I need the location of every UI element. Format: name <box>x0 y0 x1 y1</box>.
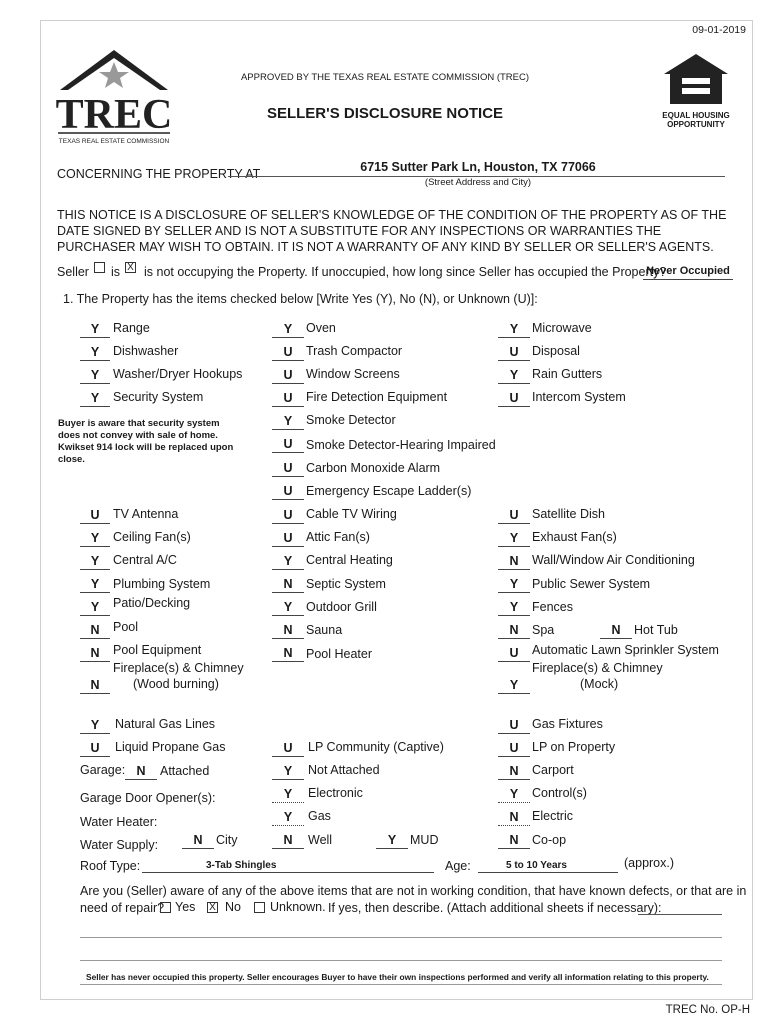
spa-value[interactable]: N <box>498 623 530 639</box>
supply-city-label: City <box>216 833 238 847</box>
opener-label: Garage Door Opener(s): <box>80 791 216 805</box>
central-ac-value[interactable]: Y <box>80 554 110 570</box>
spa-label: Spa <box>532 623 555 637</box>
smoke-detector-label: Smoke Detector <box>306 413 396 427</box>
carport-value[interactable]: N <box>498 764 530 780</box>
smoke-detector-value[interactable]: Y <box>272 414 304 430</box>
range-label: Range <box>113 321 150 335</box>
equal-housing-logo <box>662 52 730 128</box>
microwave-label: Microwave <box>532 321 592 335</box>
attic-fans-value[interactable]: U <box>272 531 304 547</box>
eho-line2: OPPORTUNITY <box>667 120 725 129</box>
outdoor-grill-label: Outdoor Grill <box>306 600 377 614</box>
repair-unknown-checkbox[interactable] <box>254 902 265 913</box>
septic-value[interactable]: N <box>272 577 304 593</box>
roof-age-value[interactable]: 5 to 10 Years <box>478 858 618 873</box>
garage-attached-label: Attached <box>160 764 210 778</box>
smoke-hearing-label: Smoke Detector-Hearing Impaired <box>306 438 496 452</box>
lp-property-label: LP on Property <box>532 740 616 754</box>
outdoor-grill-value[interactable]: Y <box>272 600 304 616</box>
trec-logo <box>56 44 172 148</box>
propane-label: Liquid Propane Gas <box>115 740 226 754</box>
ceiling-fans-label: Ceiling Fan(s) <box>113 530 191 544</box>
trash-compactor-label: Trash Compactor <box>306 344 403 358</box>
tv-antenna-value[interactable]: U <box>80 508 110 524</box>
tv-antenna-label: TV Antenna <box>113 507 179 521</box>
roof-type-label: Roof Type: <box>80 859 141 873</box>
footer-note: Seller has never occupied this property. Seller encourages Buyer to have their own inspections performed and verify all information relating to this property. <box>86 972 709 982</box>
pool-heater-label: Pool Heater <box>306 647 373 661</box>
opener-electronic-value[interactable]: Y <box>272 787 304 803</box>
trec-logo-subtitle: TEXAS REAL ESTATE COMMISSION <box>58 138 170 145</box>
supply-coop-label: Co-op <box>532 833 567 847</box>
propane-value[interactable]: U <box>80 741 110 757</box>
pool-label: Pool <box>113 620 139 634</box>
carbon-monoxide-value[interactable]: U <box>272 461 304 477</box>
dishwasher-label: Dishwasher <box>113 344 179 358</box>
natural-gas-value[interactable]: Y <box>80 718 110 734</box>
opener-control-value[interactable]: Y <box>498 787 530 803</box>
fireplace-mock-value[interactable]: Y <box>498 678 530 694</box>
describe-line-4[interactable] <box>80 984 722 985</box>
fireplace-mock-label1: Fireplace(s) & Chimney <box>532 661 663 675</box>
wall-ac-label: Wall/Window Air Conditioning <box>532 553 695 567</box>
cable-tv-label: Cable TV Wiring <box>306 507 397 521</box>
septic-label: Septic System <box>306 577 386 591</box>
plumbing-label: Plumbing System <box>113 577 211 591</box>
disposal-label: Disposal <box>532 344 580 358</box>
washer-dryer-value[interactable]: Y <box>80 368 110 384</box>
garage-attached-value[interactable]: N <box>125 764 157 780</box>
lp-community-label: LP Community (Captive) <box>308 740 444 754</box>
fire-detection-label: Fire Detection Equipment <box>306 390 448 404</box>
attic-fans-label: Attic Fan(s) <box>306 530 370 544</box>
occupancy-text: is not occupying the Property. If unoccupied, how long since Seller has occupied the Property? <box>144 265 667 279</box>
garage-not-attached-label: Not Attached <box>308 763 380 777</box>
repair-describe-label: If yes, then describe. (Attach additional sheets if necessary): <box>328 901 662 915</box>
opener-control-label: Control(s) <box>532 786 587 800</box>
section-1-heading: 1. The Property has the items checked below [Write Yes (Y), No (N), or Unknown (U)]: <box>63 292 538 306</box>
water-supply-label: Water Supply: <box>80 838 159 852</box>
lp-property-value[interactable]: U <box>498 741 530 757</box>
eho-line1: EQUAL HOUSING <box>662 111 730 120</box>
satellite-dish-label: Satellite Dish <box>532 507 605 521</box>
heater-electric-label: Electric <box>532 809 573 823</box>
carbon-monoxide-label: Carbon Monoxide Alarm <box>306 461 441 475</box>
repair-yes-checkbox[interactable] <box>160 902 171 913</box>
describe-line-1[interactable] <box>638 914 722 915</box>
form-number: TREC No. OP-H <box>665 1004 750 1016</box>
rain-gutters-label: Rain Gutters <box>532 367 603 381</box>
patio-value[interactable]: Y <box>80 600 110 616</box>
hot-tub-value[interactable]: N <box>600 623 632 639</box>
sauna-value[interactable]: N <box>272 623 304 639</box>
security-note: Buyer is aware that security system does not convey with sale of home. Kwikset 914 lock will be replaced upon close. <box>58 418 234 465</box>
window-screens-label: Window Screens <box>306 367 400 381</box>
fences-value[interactable]: Y <box>498 600 530 616</box>
heater-gas-value[interactable]: Y <box>272 810 304 826</box>
washer-dryer-label: Washer/Dryer Hookups <box>113 367 243 381</box>
range-value[interactable]: Y <box>80 322 110 338</box>
hot-tub-label: Hot Tub <box>634 623 678 637</box>
wall-ac-value[interactable]: N <box>498 554 530 570</box>
page-title: SELLER'S DISCLOSURE NOTICE <box>266 105 504 122</box>
central-ac-label: Central A/C <box>113 553 177 567</box>
ceiling-fans-value[interactable]: Y <box>80 531 110 547</box>
intercom-label: Intercom System <box>532 390 626 404</box>
fire-detection-value[interactable]: U <box>272 391 304 407</box>
fireplace-wood-label2: (Wood burning) <box>133 677 219 691</box>
supply-mud-value[interactable]: Y <box>376 833 408 849</box>
gas-fixtures-label: Gas Fixtures <box>532 717 603 731</box>
supply-mud-label: MUD <box>410 833 439 847</box>
fireplace-mock-label2: (Mock) <box>580 677 619 691</box>
security-system-label: Security System <box>113 390 204 404</box>
heater-electric-value[interactable]: N <box>498 810 530 826</box>
opener-electronic-label: Electronic <box>308 786 363 800</box>
rain-gutters-value[interactable]: Y <box>498 368 530 384</box>
supply-well-label: Well <box>308 833 333 847</box>
describe-line-3[interactable] <box>80 960 722 961</box>
roof-type-value[interactable]: 3-Tab Shingles <box>142 858 434 873</box>
property-address: 6715 Sutter Park Ln, Houston, TX 77066 <box>360 160 596 174</box>
sauna-label: Sauna <box>306 623 343 637</box>
repair-no-label: No <box>225 900 241 914</box>
public-sewer-label: Public Sewer System <box>532 577 651 591</box>
disclosure-notice: THIS NOTICE IS A DISCLOSURE OF SELLER'S KNOWLEDGE OF THE CONDITION OF THE PROPERTY AS OF THE DATE SIGNED BY SELLER AND IS NOT A SUBSTITUTE FOR ANY INSPECTIONS OR WARRANTIES THE PURCHASER MAY WISH TO OBTAIN. IT IS NOT A WARRANTY OF ANY KIND BY SELLER OR SELLER'S AGENTS. <box>57 208 727 254</box>
trash-compactor-value[interactable]: U <box>272 345 304 361</box>
microwave-value[interactable]: Y <box>498 322 530 338</box>
plumbing-value[interactable]: Y <box>80 577 110 593</box>
occupying-checkbox[interactable] <box>94 262 105 273</box>
window-screens-value[interactable]: U <box>272 368 304 384</box>
intercom-value[interactable]: U <box>498 391 530 407</box>
security-system-value[interactable]: Y <box>80 391 110 407</box>
is-label: is <box>111 265 121 279</box>
heater-gas-label: Gas <box>308 809 331 823</box>
satellite-dish-value[interactable]: U <box>498 508 530 524</box>
patio-label: Patio/Decking <box>113 596 191 610</box>
lawn-sprinkler-label: Automatic Lawn Sprinkler System <box>532 643 719 657</box>
property-label: CONCERNING THE PROPERTY AT <box>57 167 261 181</box>
repair-no-checkbox[interactable]: X <box>207 902 218 913</box>
cable-tv-value[interactable]: U <box>272 508 304 524</box>
occupancy-answer[interactable]: Never Occupied <box>643 264 733 280</box>
central-heating-label: Central Heating <box>306 553 393 567</box>
escape-ladder-label: Emergency Escape Ladder(s) <box>306 484 472 498</box>
pool-equipment-value[interactable]: N <box>80 646 110 662</box>
public-sewer-value[interactable]: Y <box>498 577 530 593</box>
lp-community-value[interactable]: U <box>272 741 304 757</box>
smoke-hearing-value[interactable]: U <box>272 437 304 453</box>
oven-label: Oven <box>306 321 336 335</box>
repair-question-line1: Are you (Seller) aware of any of the above items that are not in working condition, that have known defects, or that are in <box>80 884 747 898</box>
repair-yes-label: Yes <box>175 900 196 914</box>
carport-label: Carport <box>532 763 574 777</box>
exhaust-fans-value[interactable]: Y <box>498 531 530 547</box>
supply-well-value[interactable]: N <box>272 833 304 849</box>
escape-ladder-value[interactable]: U <box>272 484 304 500</box>
dishwasher-value[interactable]: Y <box>80 345 110 361</box>
water-heater-label: Water Heater: <box>80 815 158 829</box>
fireplace-wood-value[interactable]: N <box>80 678 110 694</box>
exhaust-fans-label: Exhaust Fan(s) <box>532 530 617 544</box>
roof-age-label: Age: <box>445 859 471 873</box>
not-occupying-checkbox[interactable]: X <box>125 262 136 273</box>
lawn-sprinkler-value[interactable]: U <box>498 646 530 662</box>
pool-value[interactable]: N <box>80 623 110 639</box>
pool-heater-value[interactable]: N <box>272 646 304 662</box>
disposal-value[interactable]: U <box>498 345 530 361</box>
repair-unknown-label: Unknown. <box>270 900 326 914</box>
repair-question-label: need of repair? <box>80 901 165 915</box>
form-date: 09-01-2019 <box>692 24 746 36</box>
oven-value[interactable]: Y <box>272 322 304 338</box>
fireplace-wood-label1: Fireplace(s) & Chimney <box>113 661 244 675</box>
pool-equipment-label: Pool Equipment <box>113 643 202 657</box>
address-caption: (Street Address and City) <box>424 177 532 188</box>
seller-label: Seller <box>57 265 89 279</box>
approved-line: APPROVED BY THE TEXAS REAL ESTATE COMMISSION (TREC) <box>240 72 530 83</box>
garage-not-attached-value[interactable]: Y <box>272 764 304 780</box>
roof-approx-label: (approx.) <box>624 856 675 870</box>
garage-label: Garage: <box>80 763 126 777</box>
fences-label: Fences <box>532 600 573 614</box>
gas-fixtures-value[interactable]: U <box>498 718 530 734</box>
trec-logo-text: TREC <box>56 92 172 138</box>
supply-city-value[interactable]: N <box>182 833 214 849</box>
natural-gas-label: Natural Gas Lines <box>115 717 216 731</box>
describe-line-2[interactable] <box>80 937 722 938</box>
central-heating-value[interactable]: Y <box>272 554 304 570</box>
supply-coop-value[interactable]: N <box>498 833 530 849</box>
